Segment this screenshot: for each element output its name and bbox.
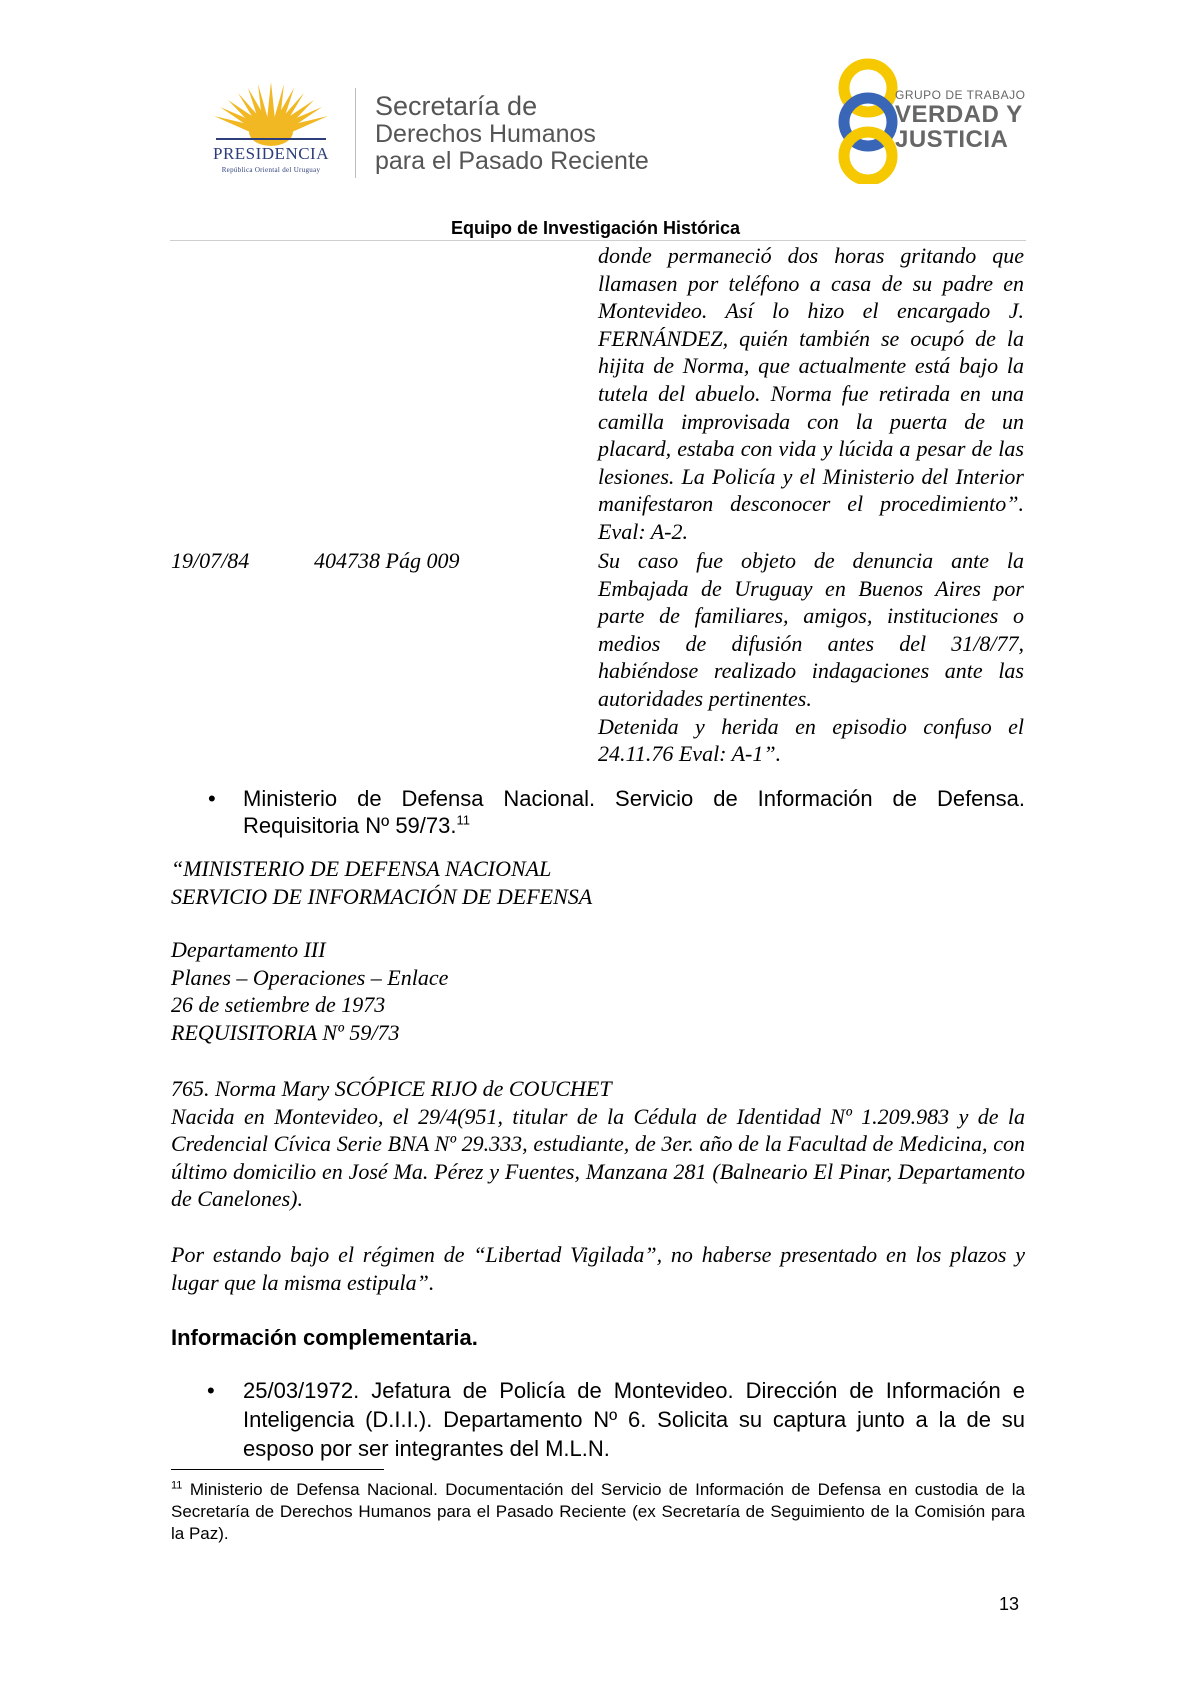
gtvj-line2: JUSTICIA [895, 126, 1009, 153]
footnote-number: 11 [171, 1479, 183, 1492]
presidencia-name: PRESIDENCIA [212, 144, 329, 163]
secretaria-line1: Secretaría de [375, 91, 538, 121]
bullet1-text: Ministerio de Defensa Nacional. Servicio de Información de Defensa. Requisitoria Nº 59/73. [243, 786, 1025, 838]
presidencia-logo [196, 80, 346, 180]
footnote [171, 1479, 1025, 1545]
row-text [598, 547, 1024, 768]
gtvj-line1: VERDAD Y [895, 101, 1023, 128]
section-title: Información complementaria. [171, 1325, 478, 1350]
secretaria-line2: Derechos Humanos [375, 120, 596, 148]
bullet1-mark: • [208, 786, 216, 811]
quote-dept3: 26 de setiembre de 1973 [171, 992, 386, 1018]
row-ref: 404738 Pág 009 [314, 548, 460, 573]
header-rule [170, 240, 1026, 241]
continued-paragraph: donde permaneció dos horas gritando que llamasen por teléfono a casa de su padre en Montevideo. Así lo hizo el encargado J. FERNÁNDEZ, quién también se ocupó de la hijita de Norma, que actualmente está bajo la tutela del abuelo. Norma fue retirada en una camilla improvisada con la puerta de un placard, estaba con vida y lúcida a pesar de las lesiones. La Policía y el Ministerio del Interior manifestaron desconocer el procedimiento”. Eval: A-2. [598, 243, 1024, 544]
quote-person [171, 1075, 1025, 1213]
quote-dept4: REQUISITORIA Nº 59/73 [171, 1019, 400, 1045]
quote-dept1: Departamento III [171, 937, 326, 962]
quote-line1: “MINISTERIO DE DEFENSA NACIONAL [171, 856, 552, 881]
bullet1-item [243, 785, 1025, 839]
page-number: 13 [999, 1594, 1020, 1614]
footnote-text: Ministerio de Defensa Nacional. Documentación del Servicio de Información de Defensa en custodia de la Secretaría de Derechos Humanos para el Pasado Reciente (ex Secretaría de Seguimiento de la Comisión para la Paz). [171, 1480, 1025, 1543]
row-date: 19/07/84 [171, 548, 250, 573]
footnote-ref[interactable]: 11 [456, 812, 470, 828]
presidencia-subtitle: República Oriental del Uruguay [221, 166, 321, 174]
sun-emblem-icon [196, 80, 346, 146]
gtvj-logo-text [895, 88, 1025, 152]
secretaria-line3: para el Pasado Reciente [375, 147, 649, 175]
team-title: Equipo de Investigación Histórica [450, 218, 741, 238]
page-header [0, 0, 1191, 238]
row-text-2: Detenida y herida en episodio confuso el 24.11.76 Eval: A-1”. [598, 713, 1024, 767]
bullet2-text: 25/03/1972. Jefatura de Policía de Montevideo. Dirección de Información e Inteligencia (D.I.I.). Departamento Nº 6. Solicita su captura junto a la de su esposo por ser integrantes del M.L.N. [243, 1378, 1025, 1461]
table-continued-text [598, 242, 1024, 546]
person-details: Nacida en Montevideo, el 29/4(951, titular de la Cédula de Identidad Nº 1.209.983 y de la Credencial Cívica Serie BNA Nº 29.333, estudiante, de 3er. año de la Facultad de Medicina, con último domicilio en José Ma. Pérez y Fuentes, Manzana 281 (Balneario El Pinar, Departamento de Canelones). [171, 1103, 1025, 1212]
quote-dept2: Planes – Operaciones – Enlace [171, 964, 449, 990]
header-divider [355, 88, 356, 178]
footnote-rule [171, 1469, 384, 1470]
person-name: 765. Norma Mary SCÓPICE RIJO de COUCHET [171, 1076, 612, 1101]
quote-department [171, 936, 1025, 1046]
row-text-1: Su caso fue objeto de denuncia ante la Embajada de Uruguay en Buenos Aires por parte de familiares, amigos, instituciones o medios de difusión antes del 31/8/77, habiéndose realizado indagaciones ante las autoridades pertinentes. [598, 548, 1024, 711]
secretaria-logo-text [375, 92, 649, 175]
quote-line2: SERVICIO DE INFORMACIÓN DE DEFENSA [171, 883, 593, 909]
quote-reason: Por estando bajo el régimen de “Libertad Vigilada”, no haberse presentado en los plazos y lugar que la misma estipula”. [171, 1242, 1025, 1295]
gtvj-small: GRUPO DE TRABAJO [895, 88, 1026, 102]
quote-header [171, 855, 1025, 910]
bullet2-mark: • [207, 1378, 215, 1403]
